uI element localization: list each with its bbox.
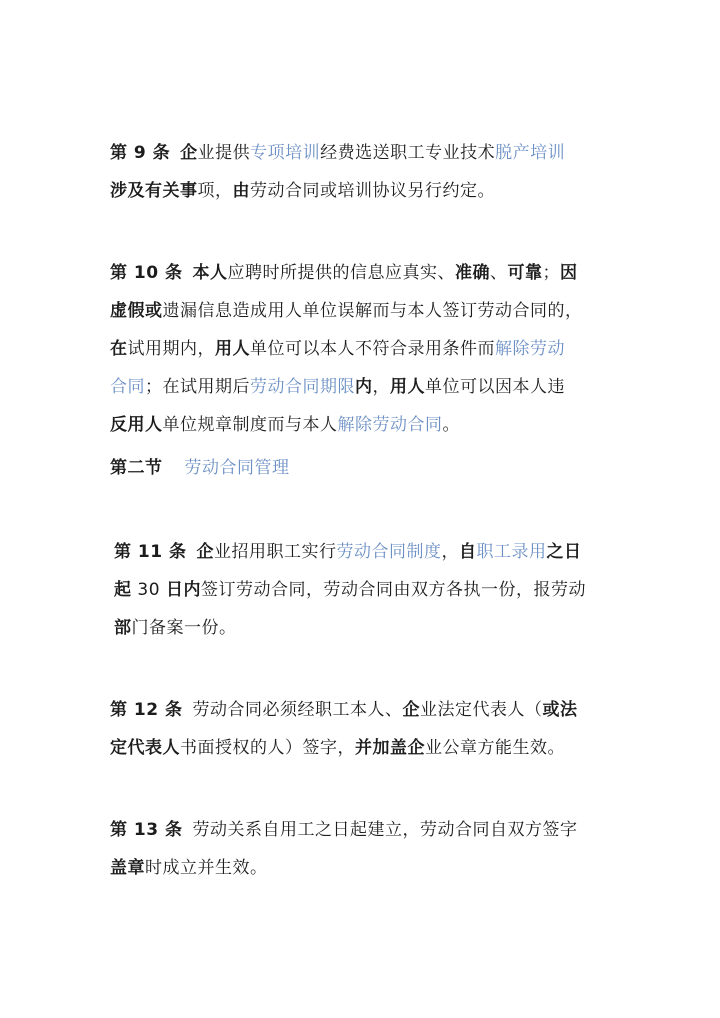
text-run: 企 [196, 542, 214, 562]
article-number: 第 13 条 [110, 820, 183, 840]
article-12 [110, 691, 630, 767]
linked-term[interactable]: 脱产培训 [495, 143, 566, 163]
article-11-line-3 [114, 609, 634, 647]
text-run: ， [441, 542, 459, 562]
article-10 [110, 254, 630, 444]
text-run: 在 [110, 339, 128, 359]
text-run: 并加盖企 [355, 738, 425, 758]
linked-term[interactable]: 劳动合同制度 [336, 542, 442, 562]
linked-term[interactable]: 专项培训 [250, 143, 321, 163]
article-10-line-5 [110, 406, 630, 444]
article-number: 第 11 条 [114, 542, 187, 562]
text-run: 门备案一份。 [131, 618, 237, 638]
article-9 [110, 134, 630, 210]
article-10-line-1 [110, 254, 630, 292]
text-run: 试用期内， [127, 339, 215, 359]
text-run: 用人 [215, 339, 250, 359]
text-run: ；在试用期后 [145, 377, 250, 397]
text-run: 书面授权的人）签字， [180, 738, 355, 758]
text-run: 应聘时所提供的信息应真实、 [227, 263, 455, 283]
text-run: 自 [459, 542, 477, 562]
linked-term[interactable]: 解除劳动合同 [337, 415, 443, 435]
section-heading [110, 449, 290, 487]
text-run: 单位规章制度而与本人 [162, 415, 338, 435]
text-run: 单位可以因本人违 [425, 377, 565, 397]
text-run: 签订劳动合同，劳动合同由双方各执一份，报劳动 [200, 580, 586, 600]
article-number: 第 10 条 [110, 263, 183, 283]
text-run: ； [542, 263, 560, 283]
article-10-line-2 [110, 292, 630, 330]
article-10-line-4 [110, 368, 630, 406]
text-run: 之日 [546, 542, 582, 562]
text-run: 用人 [390, 377, 425, 397]
text-run: 经费选送职工专业技术 [320, 143, 496, 163]
text-run: 企 [180, 143, 198, 163]
text-run: 涉及有关事 [110, 181, 198, 201]
text-run: 定代表人 [110, 738, 180, 758]
text-run: 可靠 [507, 263, 543, 283]
text-run: 业招用职工实行 [214, 542, 337, 562]
linked-term[interactable]: 解除劳动 [495, 339, 565, 359]
text-run: 。 [442, 415, 460, 435]
text-run: 时成立并生效。 [145, 858, 268, 878]
text-run: 准确 [455, 263, 490, 283]
article-12-line-2 [110, 729, 630, 767]
text-run: 业法定代表人（ [420, 700, 543, 720]
article-9-line-1 [110, 134, 630, 172]
text-run: 劳动关系自用工之日起建立，劳动合同自双方签字 [192, 820, 578, 840]
text-run: 日内 [165, 580, 201, 600]
text-run: 企 [402, 700, 420, 720]
text-run: 虚假或 [110, 301, 163, 321]
linked-term[interactable]: 合同 [110, 377, 145, 397]
text-run: 因 [560, 263, 578, 283]
article-12-line-1 [110, 691, 630, 729]
article-11 [114, 533, 634, 647]
text-run: 30 [131, 580, 166, 600]
text-run: 遗漏信息造成用人单位误解而与本人签订劳动合同的， [162, 301, 583, 321]
text-run: 内 [355, 377, 373, 397]
text-run: 或法 [542, 700, 578, 720]
text-run: 反用人 [110, 415, 163, 435]
text-run: 项， [197, 181, 233, 201]
article-9-line-2 [110, 172, 630, 210]
article-10-line-3 [110, 330, 630, 368]
text-run: 盖章 [110, 858, 145, 878]
article-13 [110, 811, 630, 887]
text-run: 劳动合同必须经职工本人、 [192, 700, 403, 720]
text-run: 本人 [192, 263, 228, 283]
text-run: 单位可以本人不符合录用条件而 [250, 339, 495, 359]
article-number: 第 9 条 [110, 143, 171, 163]
section-label: 第二节 [110, 458, 163, 478]
text-run: 业公章方能生效。 [425, 738, 565, 758]
section-title[interactable]: 劳动合同管理 [184, 458, 290, 478]
text-run: 起 [114, 580, 132, 600]
linked-term[interactable]: 职工录用 [476, 542, 547, 562]
article-13-line-1 [110, 811, 630, 849]
article-13-line-2 [110, 849, 630, 887]
text-run: 劳动合同或培训协议另行约定。 [250, 181, 495, 201]
article-11-line-1 [114, 533, 634, 571]
text-run: 业提供 [197, 143, 251, 163]
text-run: 、 [490, 263, 508, 283]
text-run: 部 [114, 618, 132, 638]
article-11-line-2 [114, 571, 634, 609]
text-run: 由 [232, 181, 250, 201]
linked-term[interactable]: 劳动合同期限 [250, 377, 355, 397]
text-run: ， [372, 377, 390, 397]
article-number: 第 12 条 [110, 700, 183, 720]
